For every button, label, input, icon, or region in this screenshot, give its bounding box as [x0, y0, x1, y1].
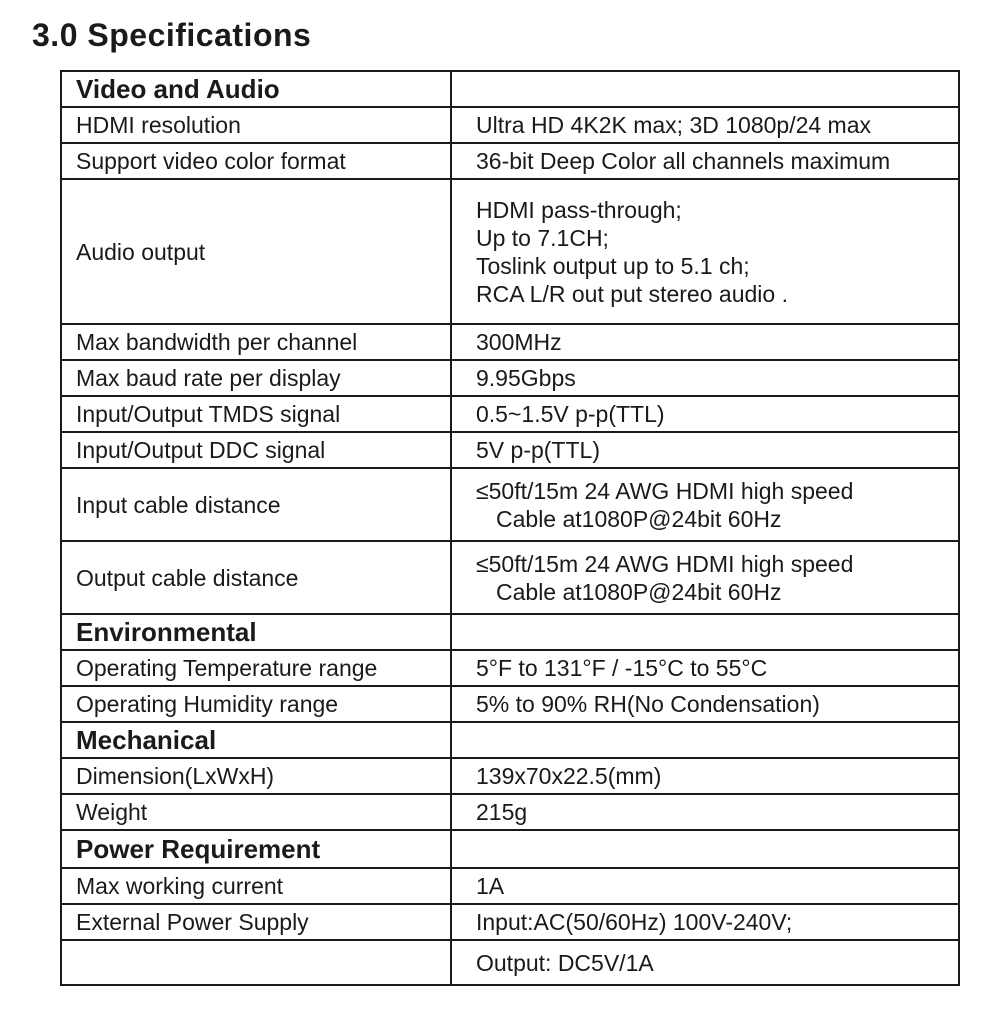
section-row-video-audio [61, 71, 959, 107]
empty-cell [451, 71, 959, 107]
section-row-power [61, 830, 959, 868]
table-row [61, 324, 959, 360]
table-row [61, 179, 959, 324]
empty-cell [451, 830, 959, 868]
table-row [61, 360, 959, 396]
value-line: Cable at1080P@24bit 60Hz [496, 505, 782, 532]
value-line: ≤50ft/15m 24 AWG HDMI high speed [476, 550, 854, 577]
spec-label: Support video color format [61, 143, 451, 179]
empty-cell [451, 722, 959, 758]
spec-value: Ultra HD 4K2K max; 3D 1080p/24 max [451, 107, 959, 143]
spec-label: Input/Output DDC signal [61, 432, 451, 468]
empty-cell [61, 940, 451, 985]
spec-value: 0.5~1.5V p-p(TTL) [451, 396, 959, 432]
section-row-mechanical [61, 722, 959, 758]
spec-value: Input:AC(50/60Hz) 100V-240V; [451, 904, 959, 940]
spec-value [451, 468, 959, 541]
value-line: RCA L/R out put stereo audio . [476, 280, 788, 307]
spec-label: Operating Humidity range [61, 686, 451, 722]
section-row-environmental [61, 614, 959, 650]
table-row [61, 143, 959, 179]
spec-label: Weight [61, 794, 451, 830]
empty-cell [451, 614, 959, 650]
spec-label: Input/Output TMDS signal [61, 396, 451, 432]
spec-value: 1A [451, 868, 959, 904]
spec-label: Max working current [61, 868, 451, 904]
specifications-table [60, 70, 960, 986]
spec-label: HDMI resolution [61, 107, 451, 143]
spec-value: 300MHz [451, 324, 959, 360]
value-line: ≤50ft/15m 24 AWG HDMI high speed [476, 477, 854, 504]
section-heading: Environmental [61, 614, 451, 650]
spec-value: 139x70x22.5(mm) [451, 758, 959, 794]
value-line: Toslink output up to 5.1 ch; [476, 252, 750, 279]
table-row [61, 107, 959, 143]
table-row [61, 396, 959, 432]
spec-value: 5% to 90% RH(No Condensation) [451, 686, 959, 722]
spec-value: 36-bit Deep Color all channels maximum [451, 143, 959, 179]
value-line: Up to 7.1CH; [476, 224, 609, 251]
section-heading: Power Requirement [61, 830, 451, 868]
table-row [61, 868, 959, 904]
page-title: 3.0 Specifications [32, 17, 312, 53]
table-row [61, 904, 959, 940]
spec-value: Output: DC5V/1A [451, 940, 959, 985]
spec-label: Max bandwidth per channel [61, 324, 451, 360]
table-row [61, 794, 959, 830]
table-row [61, 468, 959, 541]
table-row [61, 650, 959, 686]
table-row [61, 541, 959, 614]
section-heading: Video and Audio [61, 71, 451, 107]
spec-value: 9.95Gbps [451, 360, 959, 396]
spec-label: Audio output [61, 179, 451, 324]
spec-label: Max baud rate per display [61, 360, 451, 396]
spec-value: 5V p-p(TTL) [451, 432, 959, 468]
table-row [61, 758, 959, 794]
value-line: Cable at1080P@24bit 60Hz [496, 578, 782, 605]
spec-label: Operating Temperature range [61, 650, 451, 686]
spec-label: Input cable distance [61, 468, 451, 541]
value-line: HDMI pass-through; [476, 196, 682, 223]
spec-value: 215g [451, 794, 959, 830]
spec-label: External Power Supply [61, 904, 451, 940]
table-row [61, 686, 959, 722]
spec-value [451, 541, 959, 614]
table-row [61, 940, 959, 985]
spec-value: 5°F to 131°F / -15°C to 55°C [451, 650, 959, 686]
spec-label: Output cable distance [61, 541, 451, 614]
table-row [61, 432, 959, 468]
spec-value [451, 179, 959, 324]
section-heading: Mechanical [61, 722, 451, 758]
spec-label: Dimension(LxWxH) [61, 758, 451, 794]
